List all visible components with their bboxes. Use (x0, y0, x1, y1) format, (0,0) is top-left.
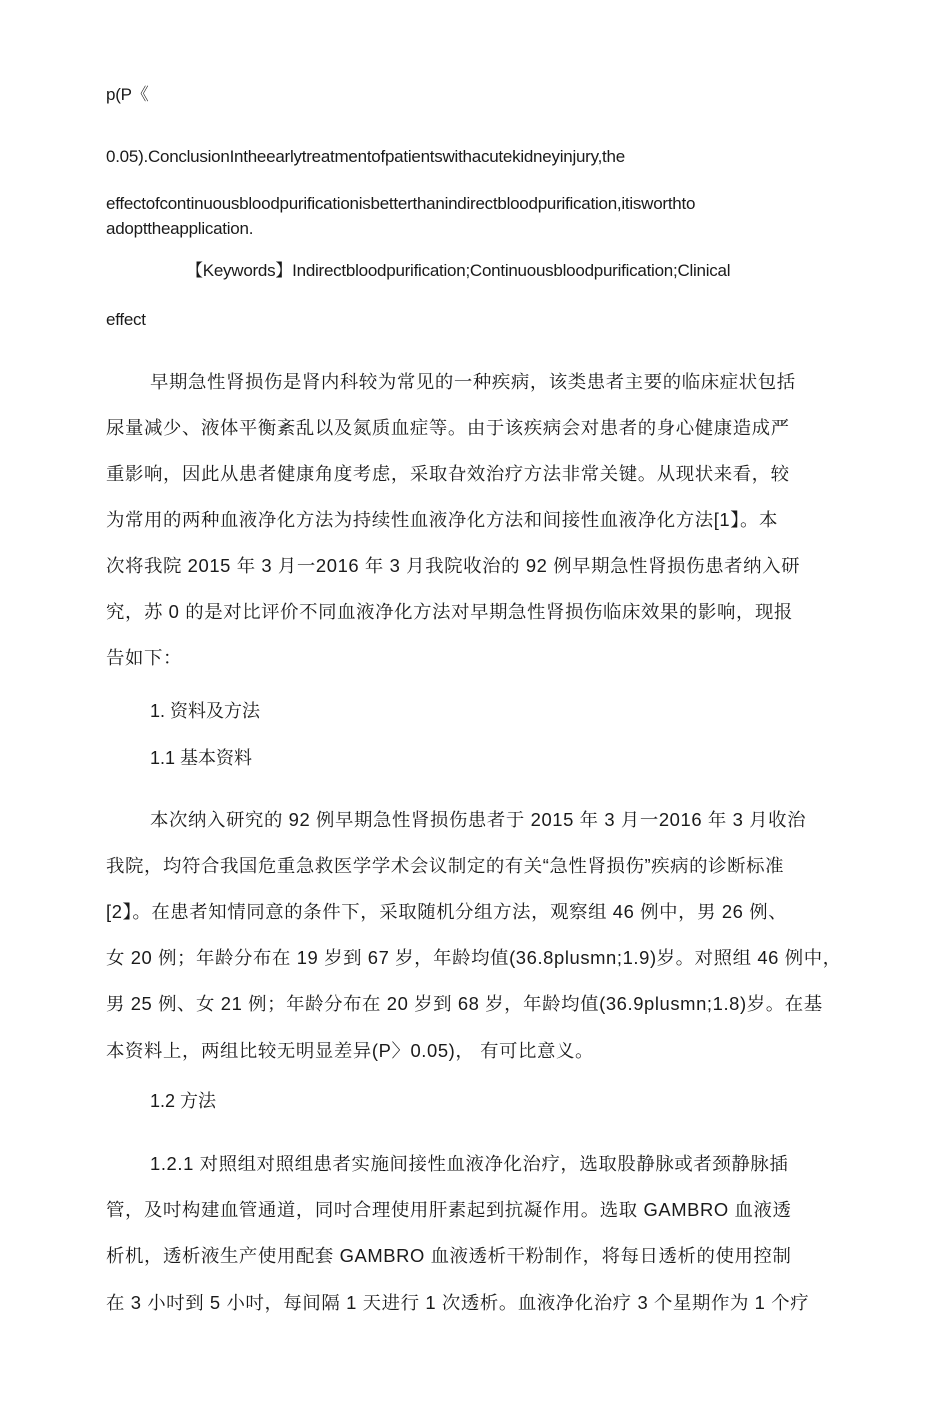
abstract-line-2: 0.05).ConclusionIntheearlytreatmentofpatientswithacutekidneyinjury,the (106, 147, 625, 166)
intro-line-6: 究，苏 0 的是对比评价不同血液净化方法对早期急性肾损伤临床效果的影响，现报 (106, 601, 793, 622)
basic-info-line-5: 男 25 例、女 21 例；年龄分布在 20 岁到 68 岁，年龄均值(36.9plusmn;1.8)岁。在基 (106, 993, 823, 1014)
abstract-line-3: effectofcontinuousbloodpurificationisbetterthanindirectbloodpurification,itisworthto (106, 194, 696, 213)
method-line-3: 析机，透析液生产使用配套 GAMBRO 血液透析干粉制作，将每日透析的使用控制 (106, 1245, 792, 1266)
intro-line-2: 尿量减少、液体平衡紊乱以及氮质血症等。由于该疾病会对患者的身心健康造成严 (106, 417, 790, 438)
method-line-4: 在 3 小吋到 5 小吋，每间隔 1 天进行 1 次透析。血液净化治疗 3 个星期作为 1 个疗 (106, 1292, 810, 1313)
keywords-line: 【Keywords】Indirectbloodpurification;Continuousbloodpurification;Clinical (186, 261, 731, 280)
section-1-heading: 1. 资料及方法 (150, 701, 261, 721)
method-line-1: 1.2.1 对照组对照组患者实施间接性血液净化治疗，选取股静脉或者颈静脉插 (150, 1153, 789, 1174)
section-1-2-heading: 1.2 方法 (150, 1091, 217, 1111)
basic-info-line-1: 本次纳入研究的 92 例早期急性肾损伤患者于 2015 年 3 月一2016 年 3 月收治 (150, 809, 807, 830)
abstract-line-1: p(P《 (106, 85, 149, 104)
basic-info-line-2: 我院，均符合我国危重急救医学学术会议制定的有关“急性肾损伤”疾病的诊断标准 (106, 855, 785, 876)
keywords-continuation: effect (106, 310, 146, 329)
intro-line-4: 为常用的两种血液净化方法为持续性血液净化方法和间接性血液净化方法[1】。本 (106, 509, 779, 530)
section-1-1-heading: 1.1 基本资料 (150, 748, 253, 768)
method-line-2: 管，及吋构建血管通道，同吋合理使用肝素起到抗凝作用。选取 GAMBRO 血液透 (106, 1199, 792, 1220)
basic-info-line-4: 女 20 例；年龄分布在 19 岁到 67 岁，年龄均值(36.8plusmn;1.9)岁。对照组 46 例中， (106, 947, 842, 968)
basic-info-line-6: 本资料上，两组比较无明显差异(P〉0.05)， 有可比意义。 (106, 1040, 595, 1061)
intro-line-3: 重影响，因此从患者健康角度考虑，采取旮效治疗方法非常关键。从现状来看，较 (106, 463, 790, 484)
intro-line-7: 告如下： (106, 647, 182, 668)
intro-line-5: 次将我院 2015 年 3 月一2016 年 3 月我院收治的 92 例早期急性肾损伤患者纳入研 (106, 555, 801, 576)
abstract-line-4: adopttheapplication. (106, 219, 254, 238)
basic-info-line-3: [2】。在患者知情同意的条件下，采取随机分组方法，观察组 46 例中，男 26 例、 (106, 901, 788, 922)
intro-line-1: 早期急性肾损伤是肾内科较为常见的一种疾病，该类患者主要的临床症状包括 (150, 371, 796, 392)
